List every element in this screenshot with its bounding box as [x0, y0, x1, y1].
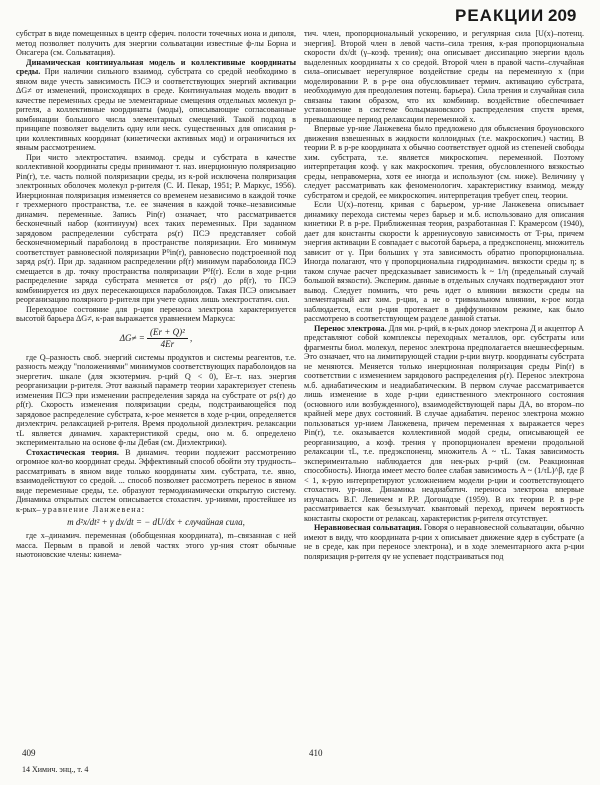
section-heading: Перенос электрона.: [314, 323, 387, 333]
section-heading: Неравновесная сольватация.: [314, 523, 422, 532]
formula-fraction: [147, 327, 188, 350]
column-page-number-right: 410: [309, 748, 323, 758]
paragraph-text: Говоря о неравновесной сольватации, обычно имеют в виду, что координата р-ции x описывает движение ядер в субстрате (а не в среде, как при переносе электрона), и в ходе элементарного акта р-ции поляризация р-рителя qv не успевает подстраиваться под: [304, 523, 584, 561]
paragraph: Переходное состояние для р-ции переноса электрона характеризуется высотой барьера ΔG≠, к-рая выражается уравнением Маркуса:: [16, 304, 296, 323]
paragraph: тич. член, пропорциональный ускорению, и регулярная сила [U(x)–потенц. энергия]. Второй член в левой части–сила трения, к-рая пропорциональна скорости dx/dt (γ–коэф. трения); она описывает диссипацию энергии вдоль выделенных координаты x со средой. Второй член в правой части–случайная сила–описывает нерегулярное воздействие среды на переменную x (при моделировании Р. в р-ре она обусловливает термич. активацию субстрата, необходимую для преодоления потенц. барьера). Сила трения и случайная сила связаны таким образом, что их комбинир. воздействие обеспечивает установление в системе больцмановского распределения спустя время, превышающее период релаксации переменной x.: [304, 29, 584, 124]
formula-comma: ,: [190, 332, 193, 343]
printer-signature: 14 Химич. энц., т. 4: [22, 765, 89, 774]
paragraph: [304, 523, 584, 561]
paragraph-text: Для мн. р-ций, в к-рых донор электрона Д и акцептор А представляют собой комплексы переходных металлов, орг. субстраты или фрагменты биол. молекул, перенос электрона предполагается внешнесферным. Это означает, что на лимитирующей стадии р-ции внутр. координаты субстрата не меняются. Меняется только инерционная поляризация среды Pin(r) в соответствии с изменением зарядового распределения ρ(r). Перенос электрона м.б. адиабатическим и неадиабатическим. В первом случае рассматривается лишь изменение в ходе р-ции единственного электронного состояния (основного или возбужденного), взаимодействующей пары ДА, во втором–по крайней мере двух состояний. В случае адиабатич. перенос электрона можно пользоваться ур-нием Ланжевена, причем переменная x выражается через Pin(r), т.е. оказывается коллективной модой среды, описывающей ее реорганизацию, а коэф. трения γ пропорционален времени продольной релаксации τL, т.е. предэкспоненц. множитель A ~ τL. Такая зависимость экспериментально наблюдается для нек-рых р-ций (см. Реакционная способность). Иногда имеет место более слабая зависимость A ~ (1/τL)^β, где β < 1, к-рую интерпретируют усложнением модели р-ции и соответствующего стохастич. ур-ния. Динамика неадиабатич. переноса электрона впервые изучалась В.Г. Левичем и Р.Р. Догонадзе (1959). В их теории Р. в р-ре рассматривается как безызлучат. квантовый переход, причем вероятность константы скорости от релаксац. характеристик р-рителя отсутствует.: [304, 323, 584, 523]
emphasized-text: уравнение Ланжевена:: [42, 504, 146, 514]
formula-numerator: (Er + Q)²: [147, 327, 188, 339]
paragraph: [304, 324, 584, 524]
left-column: [16, 29, 296, 744]
header-page-number: 209: [548, 6, 577, 25]
paragraph: [16, 448, 296, 515]
section-heading: Стохастическая теория.: [26, 447, 119, 457]
paragraph: где Q–разность своб. энергий системы продуктов и системы реагентов, т.е. разность между "положениями" минимумов соответствующих параболоидов на энергетич. шкале (для экзотермич. р-ций Q < 0), Er–т. наз. энергия реорганизации р-рителя. Этот важный параметр теории характеризует степень изменения ПСЭ при изменении распределения заряда на субстрате от ρs(r) до ρf(r). Скорость изменения поляризации среды, подстраивающейся под зарядовое распределение субстрата, к-рое меняется в ходе р-ции, определяется диэлектрич. релаксацией р-рителя. Время продольной диэлектрич. релаксации τL является динамич. характеристикой среды, оно м. б. определено экспериментально на основе ф-лы Дебая (см. Диэлектрики).: [16, 352, 296, 447]
column-page-number-left: 409: [22, 748, 36, 758]
running-head: РЕАКЦИИ: [455, 6, 545, 25]
right-column: [304, 29, 584, 744]
paragraph-text: В динамич. теории подлежит рассмотрению огромное кол-во координат среды. Эффективный способ обойти эту трудность–рассматривать в явном виде только координаты хим. субстрата, т.е. явно, взаимодействуют со средой. ... способ позволяет рассмотреть перенос в явном виде переменные среды, т.е. образуют термодинамически открытую систему. Динамика открытых систем описывается стохастич. ур-ниями, простейшее из к-рых–: [16, 447, 296, 514]
paragraph: субстрат в виде помещенных в центр сферич. полости точечных иона и диполя, метод позволяет получить для энергии сольватации известные ф-лы Борна и Онсагера (см. Сольватация).: [16, 29, 296, 57]
formula-lhs: ΔG≠ =: [119, 332, 145, 343]
paragraph: При чисто электростатич. взаимод. среды и субстрата в качестве коллективной координаты среды принимают т. наз. инерционную поляризацию Pin(r), т.е. часть полной поляризации среды, из к-рой исключена поляризация электронных оболочек молекул р-рителя (С. И. Пекар, 1951; Р. Маркус, 1956). Инерционная поляризация изменяется со временем независимо в каждой точке r трехмерного пространства, т.е. ее значения в каждой точке–независимые динамич. переменные. Запись Pin(r) означает, что рассматривается бесконечный набор (континуум) всех таких переменных. При заданном зарядовом распределении субстрата ρs(r) ПСЭ представляет собой бесконечномерный параболоид в пространстве поляризации. Его минимум соответствует равновесной поляризации P⁰in(r), равновесно подстроенной под заряд ρs(r). При др. заданном распределении ρf(r) минимум параболоида ПСЭ смещается в др. точку пространства поляризации P⁰f(r). Если в ходе р-ции распределение заряда субстрата меняется от ρs(r) до ρf(r), то ПСЭ комбинируется из двух пересекающихся параболоидов. Такая ПСЭ описывает реорганизацию полярного р-рителя при учете одних лишь электростатич. сил.: [16, 152, 296, 304]
paragraph: Впервые ур-ние Ланжевена было предложено для объяснения броуновского движения взвешенных в жидкости коллоидных (т.е. макроскопич.) частиц. В теории Р. в р-ре координата x обычно соответствует одной из степеней свободы хим. субстрата, т.е. является микроскопич. переменной. Поэтому интерпретация коэф. γ как макроскопич. трения, обусловленного вязкостью среды, неправомерна, хотя ее иногда и используют (см. ниже). Величину γ следует рассматривать как феноменологич. характеристику взаимод. между субстратом и средой, ее микроскопич. интерпретация требует спец. теории.: [304, 124, 584, 200]
paragraph: [16, 58, 296, 153]
paragraph-text: При наличии сильного взаимод. субстрата со средой необходимо в явном виде учесть зависимость ПСЭ и соответствующих энергий активации ΔG≠ от изменений, происходящих в среде. Континуальная модель вводит в качестве переменных среды не элементарные смещения отдельных молекул р-рителя, а коллективные координаты (моды), описывающие согласованные комбинации большого числа элементарных смещений. Такой подход в принципе позволяет выделить одну или неск. существенных для описания р-ции коллективных координат (кинетически активных мод) и ограничиться их явным рассмотрением.: [16, 67, 296, 152]
formula-denominator: 4Er: [160, 338, 175, 349]
marcus-equation: [16, 327, 296, 350]
paragraph: Если U(x)–потенц. кривая с барьером, ур-ние Ланжевена описывает динамику перехода системы через барьер и м.б. использовано для описания кинетики Р. в р-ре. Приближенная теория, разработанная Г. Крамерсом (1940), дает для константы скорости k аррениусовую зависимость от T-ры, причем энергия активации E совпадает с высотой барьера, а предэкспоненц. множитель зависит от γ. При больших γ эта зависимость обратно пропорциональна. Иногда полагают, что γ пропорциональна гидродинамич. вязкости среды η; в таком случае расчет предсказывает зависимость k ~ 1/η (предельный случай большой вязкости). Эксперим. данные в отдельных случаях подтверждают этот вывод. Следует помнить, что речь идет о влиянии вязкости среды на элементарный акт хим. р-ции, а не о тривиальном влиянии, к-рое когда наблюдается, если р-ция протекает в диффузионном режиме, как было рассмотрено в соответствующем разделе данной статьи.: [304, 200, 584, 323]
langevin-equation: m d²x/dt² + γ dx/dt = − dU/dx + случайная сила,: [67, 517, 245, 527]
paragraph: где x–динамич. переменная (обобщенная координата), m–связанная с ней масса. Первым в правой и левой частях этого ур-ния стоят обычные ньютоновские члены: кинема-: [16, 531, 296, 559]
section-heading: Динамическая континуальная модель и коллективные координаты среды.: [16, 57, 296, 76]
